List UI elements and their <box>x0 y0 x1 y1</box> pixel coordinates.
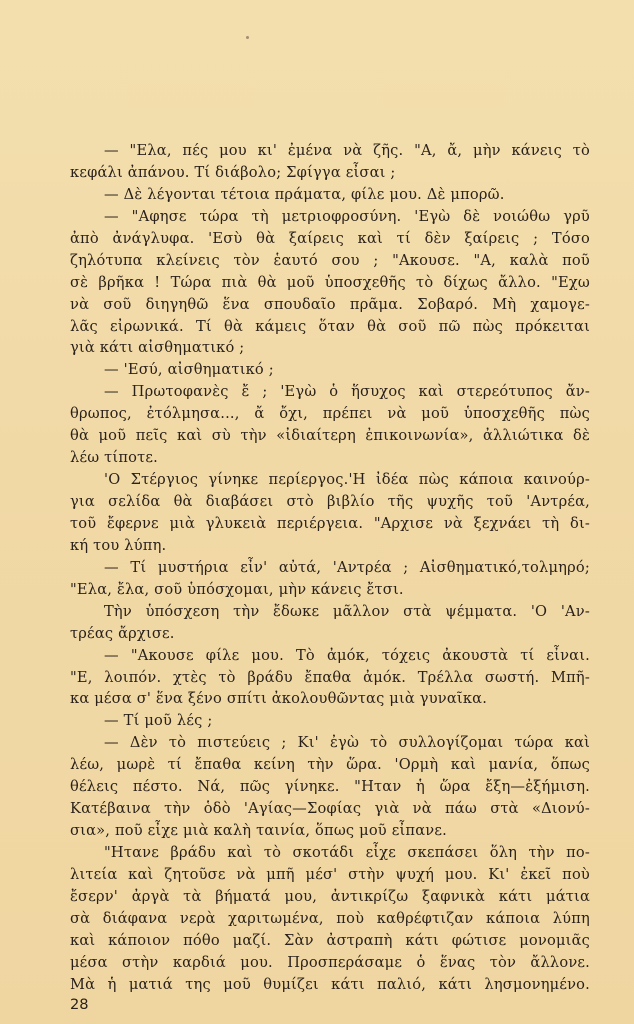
text-line: κή του λύπη. <box>70 536 167 554</box>
text-line: Τὴν ὑπόσχεση τὴν ἔδωκε μᾶλλον στὰ ψέμματα. 'Ο 'Αν- <box>104 602 590 620</box>
text-line: σὲ βρῆκα ! Τώρα πιὰ θὰ μοῦ ὑποσχεθῆς τὸ δίχως ἄλλο. "Εχω <box>70 273 590 291</box>
text-line: — Τί μυστήρια εἶν' αὐτά, 'Αντρέα ; Αἰσθηματικό,τολμηρό; <box>104 558 590 576</box>
text-line: κεφάλι ἀπάνου. Τί διάβολο; Σφίγγα εἶσαι ; <box>70 163 396 181</box>
text-line: μέσα στὴν καρδιά μου. Προσπεράσαμε ὁ ἕνας τὸν ἄλλονε. <box>70 953 590 971</box>
text-line: θέλεις πέστο. Νά, πῶς γίνηκε. "Ηταν ἡ ὥρα ἔξη—ἐξήμιση. <box>70 778 590 796</box>
text-line: "Ητανε βράδυ καὶ τὸ σκοτάδι εἶχε σκεπάσει ὅλη τὴν πο- <box>104 844 590 861</box>
text-line: — Τί μοῦ λές ; <box>104 712 213 730</box>
text-line: — Δὲ λέγονται τέτοια πράματα, φίλε μου. Δὲ μπορῶ. <box>104 185 505 203</box>
text-line: ζηλότυπα κλείνεις τὸν ἑαυτό σου ; "Ακουσε. "Α, καλὰ ποῦ <box>70 251 590 269</box>
page-number: 28 <box>70 996 89 1013</box>
text-line: λιτεία καὶ ζητοῦσε νὰ μπῆ μέσ' στὴν ψυχή μου. Κι' ἐκεῖ ποὺ <box>70 865 590 883</box>
text-line: τοῦ ἔφερνε μιὰ γλυκειὰ περιέργεια. "Αρχισε νὰ ξεχνάει τὴ δι- <box>70 514 590 532</box>
text-line: λέω τίποτε. <box>70 449 158 467</box>
paper-speck <box>246 36 249 39</box>
text-line: κα μέσα σ' ἕνα ξένο σπίτι ἀκολουθῶντας μιὰ γυναῖκα. <box>70 690 488 708</box>
text-line: καὶ κάποιον πόθο μαζί. Σὰν ἀστραπὴ κάτι φώτισε μονομιᾶς <box>70 931 590 949</box>
text-line: Κατέβαινα τὴν ὁδὸ 'Αγίας—Σοφίας γιὰ νὰ πάω στὰ «Διονύ- <box>70 800 590 818</box>
text-line: — "Ακουσε φίλε μου. Τὸ ἀμόκ, τόχεις ἀκουστὰ τί εἶναι. <box>104 646 590 664</box>
text-line: — 'Εσύ, αἰσθηματικό ; <box>104 361 274 379</box>
text-line: "Ε, λοιπόν. χτὲς τὸ βράδυ ἔπαθα ἀμόκ. Τρέλλα σωστή. Μπῆ- <box>70 668 590 686</box>
text-line: — Πρωτοφανὲς ἔ ; 'Εγὼ ὁ ἥσυχος καὶ στερεότυπος ἄν- <box>104 383 590 401</box>
text-line: θρωπος, ἐτόλμησα..., ἄ ὄχι, πρέπει νὰ μοῦ ὑποσχεθῆς πὼς <box>70 405 590 423</box>
text-line: γιὰ κάτι αἰσθηματικό ; <box>70 339 245 357</box>
text-line: — "Ελα, πές μου κι' ἐμένα νὰ ζῆς. "Α, ἄ, μὴν κάνεις τὸ <box>104 142 590 159</box>
text-line: Μὰ ἡ ματιά της μοῦ θυμίζει κάτι παλιό, κάτι λησμονημένο. <box>70 975 590 993</box>
text-line: "Ελα, ἔλα, σοῦ ὑπόσχομαι, μὴν κάνεις ἔτσι. <box>70 580 404 598</box>
text-line: λέω, μωρὲ τί ἔπαθα κείνη τὴν ὥρα. 'Ορμὴ καὶ μανία, ὅπως <box>70 756 590 774</box>
text-line: λᾶς εἰρωνικά. Τί θὰ κάμεις ὅταν θὰ σοῦ πῶ πὼς πρόκειται <box>70 317 590 335</box>
text-line: θὰ μοῦ πεῖς καὶ σὺ τὴν «ἰδιαίτερη ἐπικοινωνία», ἀλλιώτικα δὲ <box>70 427 590 445</box>
text-line: 'Ο Στέργιος γίνηκε περίεργος.'Η ἰδέα πὼς κάποια καινούρ- <box>104 471 590 489</box>
text-line: — "Αφησε τώρα τὴ μετριοφροσύνη. 'Εγὼ δὲ νοιώθω γρῦ <box>104 207 590 225</box>
text-line: ἔσερν' ἀργὰ τὰ βήματά μου, ἀντικρίζω ξαφνικὰ κάτι μάτια <box>70 887 590 905</box>
text-line: για σελίδα θὰ διαβάσει στὸ βιβλίο τῆς ψυχῆς τοῦ 'Αντρέα, <box>70 493 590 510</box>
text-line: σὰ διάφανα νερὰ χαριτωμένα, ποὺ καθρέφτιζαν κάποια λύπη <box>70 909 590 927</box>
text-line: σια», ποῦ εἶχε μιὰ καλὴ ταινία, ὅπως μοῦ εἶπανε. <box>70 822 447 840</box>
text-line: τρέας ἄρχισε. <box>70 624 175 642</box>
text-line: — Δὲν τὸ πιστεύεις ; Κι' ἐγὼ τὸ συλλογίζομαι τώρα καὶ <box>104 734 590 752</box>
text-line: ἀπὸ ἀνάγλυφα. 'Εσὺ θὰ ξαίρεις καὶ τί δὲν ξαίρεις ; Τόσο <box>70 229 590 247</box>
text-line: νὰ σοῦ διηγηθῶ ἕνα σπουδαῖο πρᾶμα. Σοβαρό. Μὴ χαμογε- <box>70 295 590 313</box>
body-text <box>70 140 590 996</box>
